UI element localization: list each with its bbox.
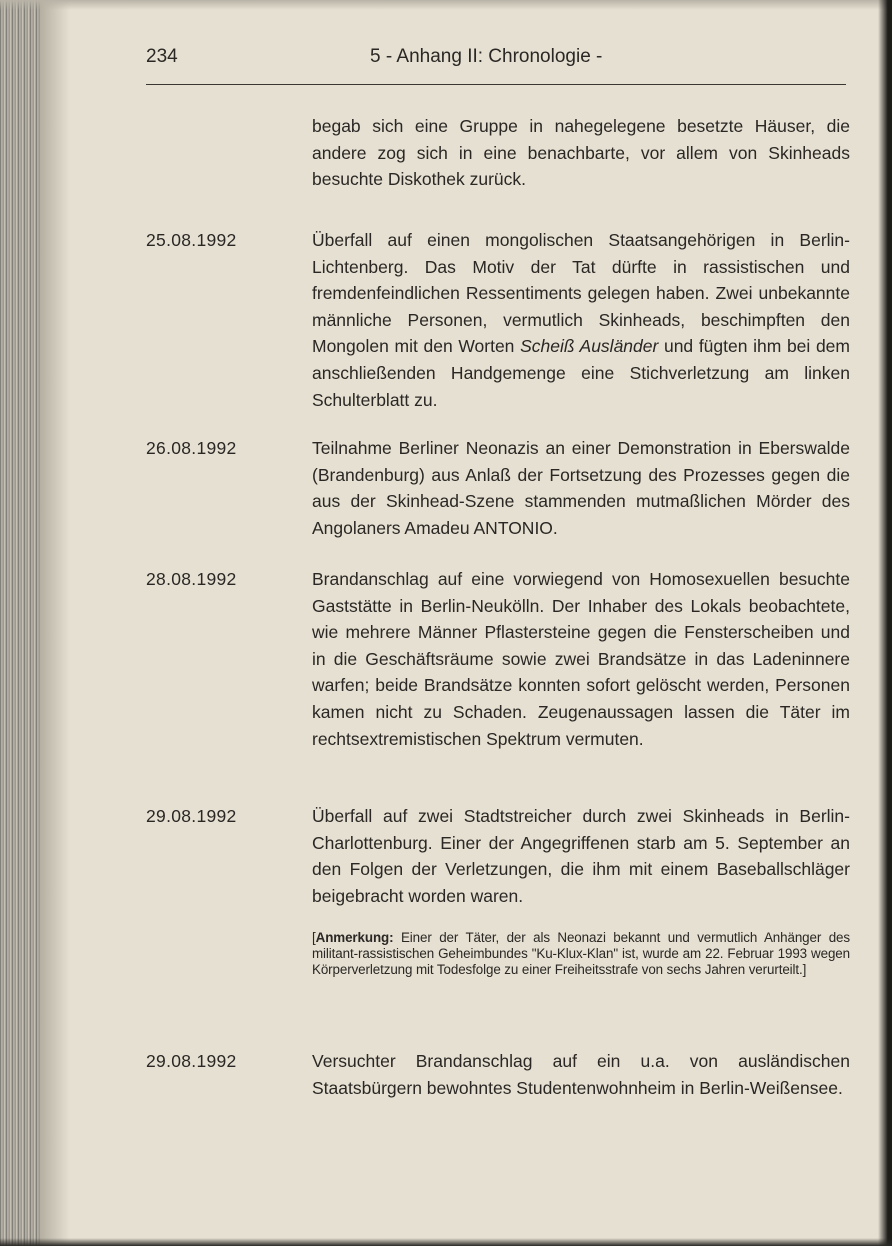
- entry-text-part: Überfall auf einen mongolischen Staatsangehörigen in Berlin-Lichtenberg. Das Motiv der Tat dürfte in rassistischen und fremdenfeindlichen Ressentiments gelegen haben. Zwei unbekannte männliche Personen, vermutlich Skinheads, beschimpften den Mongolen mit den Worten: [312, 230, 850, 357]
- page-bottom-edge: [0, 1238, 892, 1246]
- entry-text: begab sich eine Gruppe in nahegelegene besetzte Häuser, die andere zog sich in eine benachbarte, vor allem von Skinheads besuchte Diskothek zurück.: [312, 116, 850, 190]
- entry-text: Überfall auf zwei Stadtstreicher durch zwei Skinheads in Berlin-Charlottenburg. Einer der Angegriffenen starb am 5. September an den Folgen der Verletzungen, die ihm mit einem Baseballschläger beigebracht worden waren.: [312, 806, 850, 906]
- page-top-edge: [0, 0, 892, 10]
- page-number: 234: [146, 46, 178, 67]
- entry-date: 29.08.1992: [146, 806, 237, 826]
- note-text: Einer der Täter, der als Neonazi bekannt und vermutlich Anhänger des militant-rassistischen Geheimbundes "Ku-Klux-Klan" ist, wurde am 22. Februar 1993 wegen Körperverletzung mit Todesfolge zu einer Freiheitsstrafe von sechs Jahren verurteilt.]: [312, 930, 850, 977]
- entry-text: Teilnahme Berliner Neonazis an einer Demonstration in Eberswalde (Brandenburg) aus Anlaß der Fortsetzung des Prozesses gegen die aus der Skinhead-Szene stammenden mutmaßlichen Mörder des Angolaners Amadeu ANTONIO.: [312, 438, 850, 538]
- entry-date: 29.08.1992: [146, 1051, 237, 1071]
- gutter-shadow: [40, 0, 70, 1246]
- entry-text: Versuchter Brandanschlag auf ein u.a. von ausländischen Staatsbürgern bewohntes Studentenwohnheim in Berlin-Weißensee.: [312, 1051, 850, 1098]
- entry-text: Brandanschlag auf eine vorwiegend von Homosexuellen besuchte Gaststätte in Berlin-Neukölln. Der Inhaber des Lokals beobachtete, wie mehrere Männer Pflastersteine gegen die Fensterscheiben und in die Geschäftsräume sowie zwei Brandsätze in das Ladeninnere warfen; beide Brandsätze konnten sofort gelöscht werden, Personen kamen nicht zu Schaden. Zeugenaussagen lassen die Täter im rechtsextremistischen Spektrum vermuten.: [312, 569, 850, 749]
- entry-date: 26.08.1992: [146, 438, 237, 458]
- note-label: Anmerkung:: [315, 930, 394, 945]
- book-spine-edge: [0, 0, 40, 1246]
- entry-text-part: und fügten ihm bei dem anschließenden Handgemenge eine Stichverletzung am linken Schulterblatt zu.: [312, 336, 850, 410]
- entry-text: [312, 227, 850, 413]
- page-right-edge: [878, 0, 892, 1246]
- entry-note: [312, 930, 850, 977]
- running-head: 5 - Anhang II: Chronologie -: [370, 46, 603, 67]
- entry-date: 28.08.1992: [146, 569, 237, 589]
- entry-date: 25.08.1992: [146, 230, 237, 250]
- note-bracket: [: [312, 930, 316, 945]
- entry-quote: Scheiß Ausländer: [520, 336, 659, 357]
- header-rule: [146, 84, 846, 85]
